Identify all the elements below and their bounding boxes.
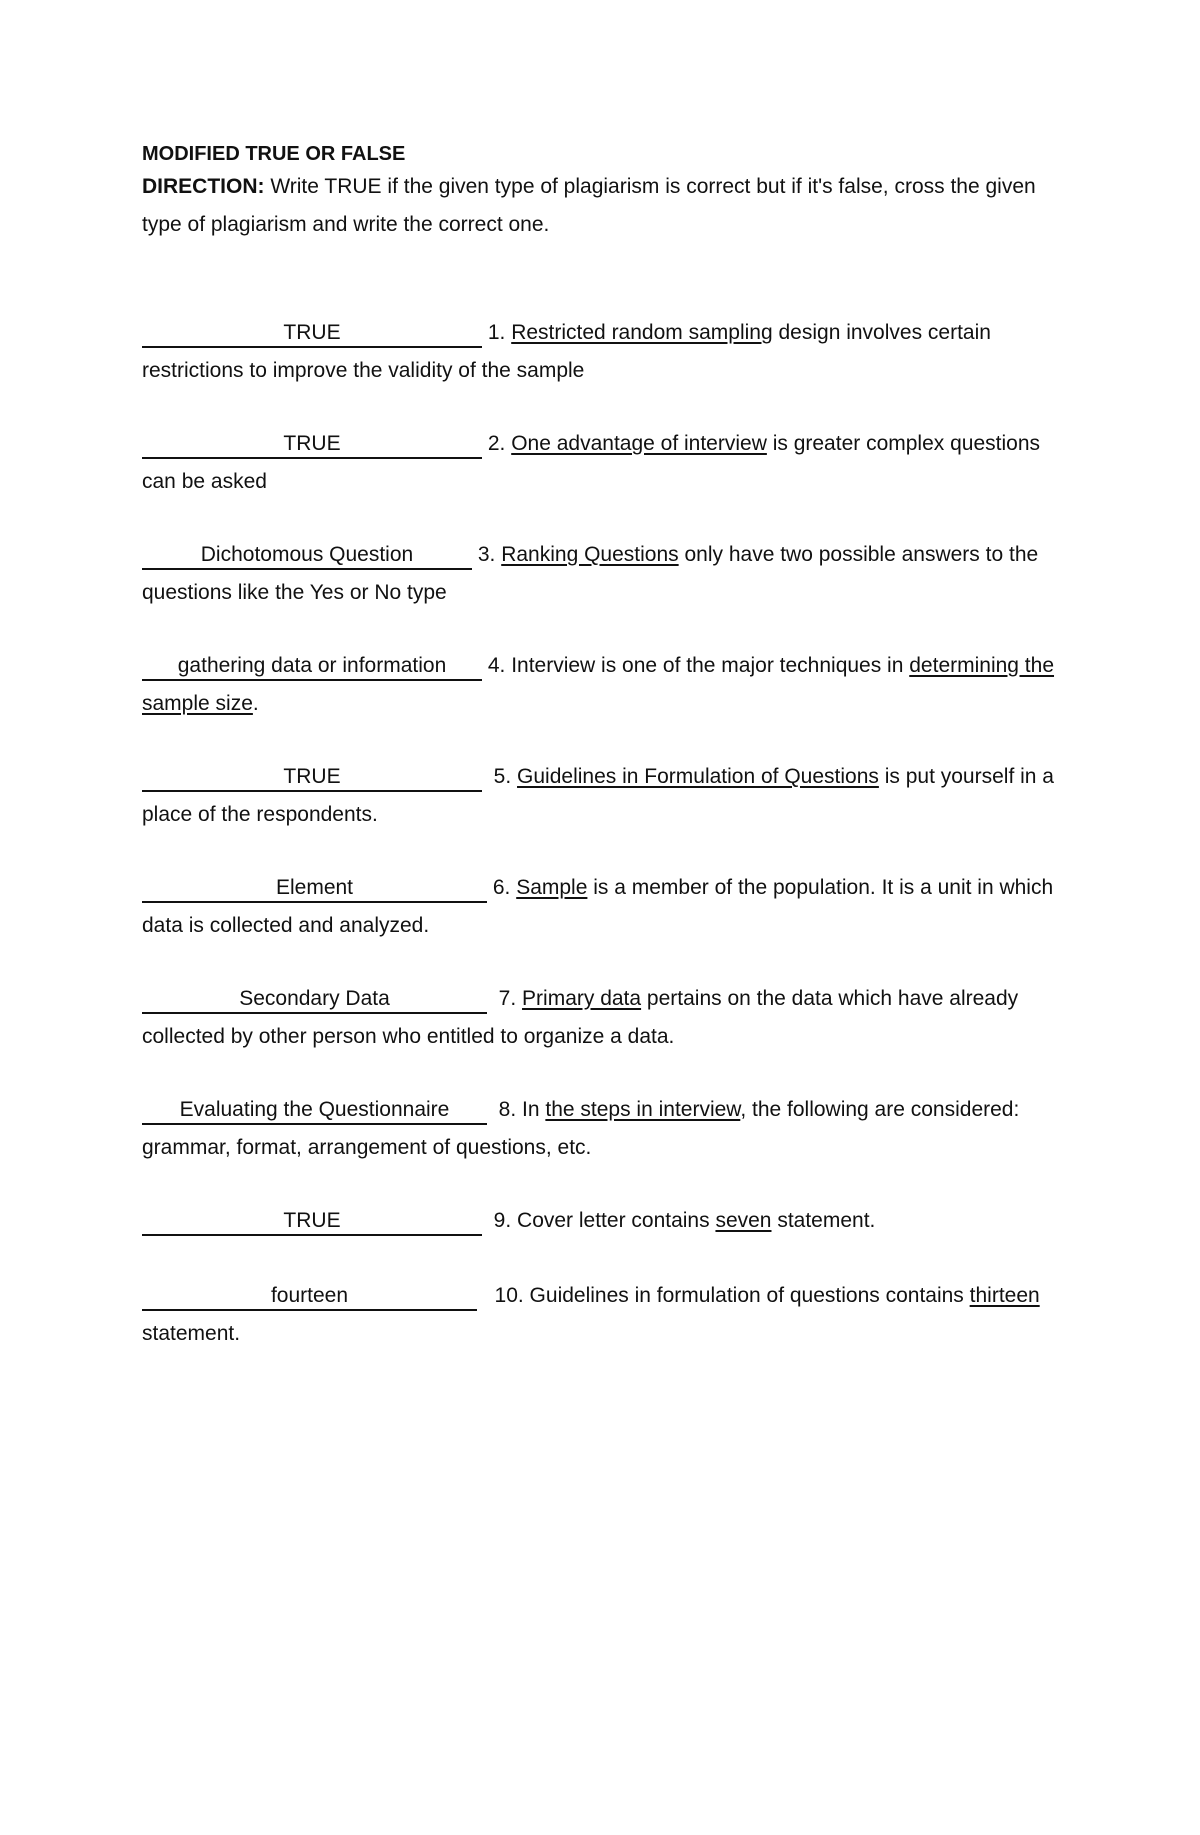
question-number: 7. — [498, 987, 517, 1010]
question-text-pre: Guidelines in formulation of questions contains — [523, 1284, 970, 1307]
question-number: 9. — [493, 1209, 512, 1232]
question-text: pertains on the data which have already collected by other person who entitled to organize a data. — [142, 987, 1019, 1048]
question-item-7 — [142, 980, 1072, 1056]
underlined-term: the steps in interview — [545, 1098, 741, 1121]
question-text-pre: Interview is one of the major techniques in — [505, 654, 910, 677]
underlined-term: Guidelines in Formulation of Questions — [517, 765, 879, 788]
question-number: 5. — [493, 765, 512, 788]
question-number: 3. — [477, 543, 496, 566]
answer-blank[interactable]: Evaluating the Questionnaire — [142, 1097, 487, 1125]
quiz-title: MODIFIED TRUE OR FALSE — [142, 143, 406, 165]
question-item-8 — [142, 1091, 1072, 1167]
underlined-term: seven — [715, 1209, 772, 1232]
question-text: is put yourself in a place of the respondents. — [142, 765, 1054, 826]
question-number: 1. — [487, 321, 506, 344]
answer-blank[interactable]: Element — [142, 875, 487, 903]
underlined-term: Ranking Questions — [501, 543, 679, 566]
question-item-6 — [142, 869, 1072, 945]
answer-blank[interactable]: fourteen — [142, 1283, 477, 1311]
answer-blank[interactable]: TRUE — [142, 320, 482, 348]
underlined-term: thirteen — [969, 1284, 1040, 1307]
question-text: only have two possible answers to the questions like the Yes or No type — [142, 543, 1039, 604]
underlined-term: determining the sample size — [142, 654, 1055, 715]
question-text: statement. — [142, 1322, 241, 1345]
question-text: is a member of the population. It is a unit in which data is collected and analyzed. — [142, 876, 1054, 937]
answer-blank[interactable]: TRUE — [142, 431, 482, 459]
question-number: 6. — [492, 876, 511, 899]
question-number: 10. — [494, 1284, 524, 1307]
answer-blank[interactable]: Dichotomous Question — [142, 542, 472, 570]
header-block — [142, 140, 1072, 244]
question-number: 4. — [487, 654, 506, 677]
question-item-5 — [142, 758, 1072, 834]
question-item-9 — [142, 1202, 1072, 1240]
question-item-1 — [142, 314, 1072, 390]
answer-blank[interactable]: gathering data or information — [142, 653, 482, 681]
question-item-10 — [142, 1277, 1072, 1353]
underlined-term: Primary data — [522, 987, 642, 1010]
answer-blank[interactable]: Secondary Data — [142, 986, 487, 1014]
question-item-3 — [142, 536, 1072, 612]
question-text: is greater complex questions can be asked — [142, 432, 1041, 493]
question-text-pre: Cover letter contains — [511, 1209, 716, 1232]
question-number: 8. — [498, 1098, 517, 1121]
question-text: design involves certain restrictions to improve the validity of the sample — [142, 321, 991, 382]
direction-label: DIRECTION: — [142, 175, 265, 198]
question-item-2 — [142, 425, 1072, 501]
underlined-term: One advantage of interview — [511, 432, 767, 455]
answer-blank[interactable]: TRUE — [142, 764, 482, 792]
question-item-4 — [142, 647, 1072, 723]
underlined-term: Sample — [516, 876, 588, 899]
direction-paragraph — [142, 168, 1072, 244]
question-text-pre: In — [516, 1098, 546, 1121]
question-number: 2. — [487, 432, 506, 455]
direction-text: Write TRUE if the given type of plagiarism is correct but if it's false, cross the given type of plagiarism and write the correct one. — [142, 175, 1036, 236]
answer-blank[interactable]: TRUE — [142, 1208, 482, 1236]
question-text: statement. — [771, 1209, 876, 1232]
question-text: , the following are considered: grammar, format, arrangement of questions, etc. — [142, 1098, 1020, 1159]
underlined-term: Restricted random sampling — [511, 321, 773, 344]
question-text: . — [252, 692, 259, 715]
